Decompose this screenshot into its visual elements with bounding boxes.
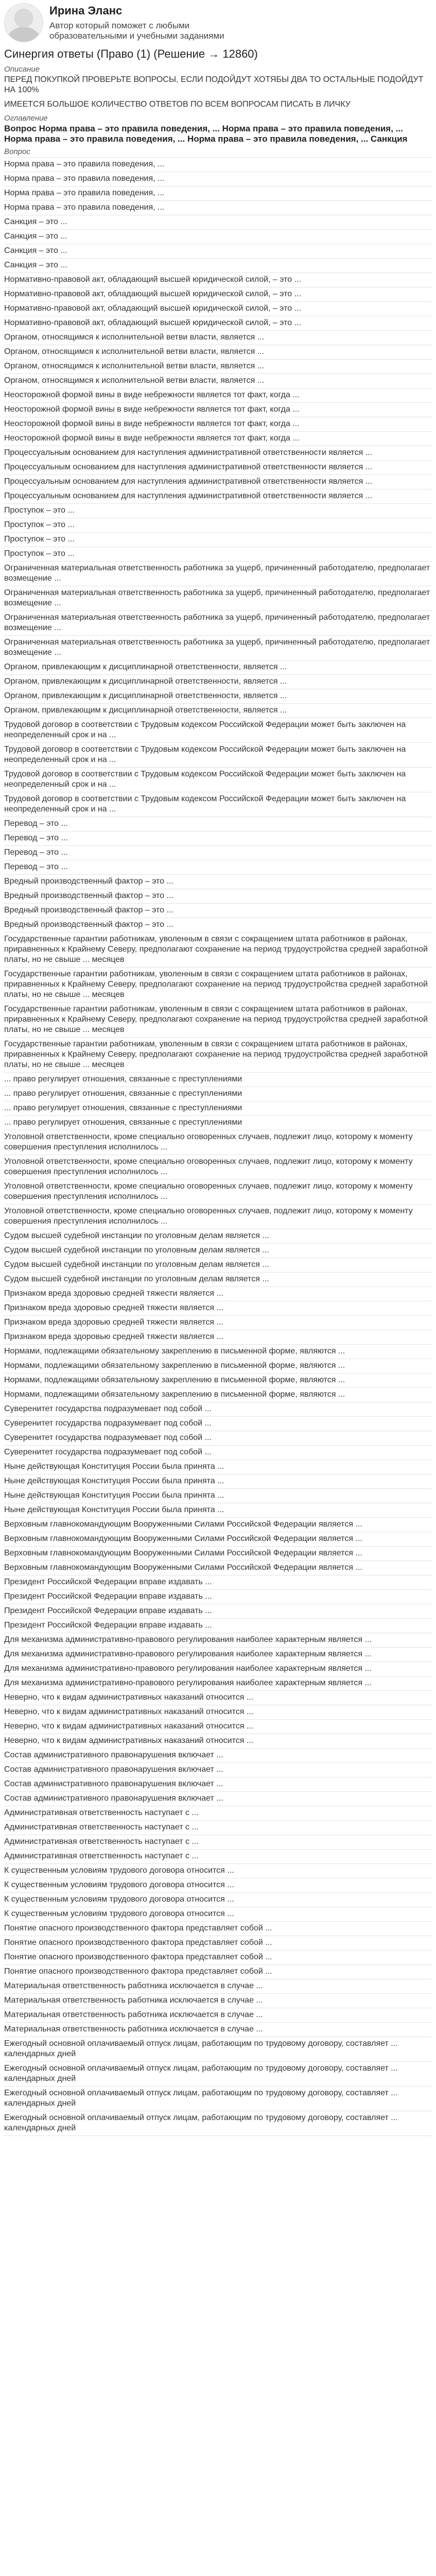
question-item: Признаком вреда здоровью средней тяжести является ... (4, 1287, 432, 1301)
question-item: Органом, привлекающим к дисциплинарной ответственности, является ... (4, 689, 432, 704)
question-item: Органом, привлекающим к дисциплинарной ответственности, является ... (4, 660, 432, 675)
page-title: Синергия ответы (Право (1) (Решение → 12860) (4, 47, 258, 60)
question-item: Государственные гарантии работникам, уволенным в связи с сокращением штата работников в районах, приравненных к Крайнему Северу, предполагают сохранение на период трудоустройства средней заработной платы, но не свыше ... месяцев (4, 968, 432, 1003)
question-item: Неверно, что к видам административных наказаний относится ... (4, 1705, 432, 1720)
question-item: Административная ответственность наступает с ... (4, 1850, 432, 1864)
question-item: Административная ответственность наступает с ... (4, 1806, 432, 1821)
question-item: Нормативно-правовой акт, обладающий высшей юридической силой, – это ... (4, 273, 432, 287)
question-item: Ограниченная материальная ответственность работника за ущерб, причиненный работодателю, предполагает возмещение ... (4, 562, 432, 586)
question-item: Материальная ответственность работника исключается в случае ... (4, 1994, 432, 2008)
question-item: ... право регулирует отношения, связанные с преступлениями (4, 1116, 432, 1130)
question-item: Процессуальным основанием для наступления административной ответственности является ... (4, 461, 432, 475)
question-item: Уголовной ответственности, кроме специально оговоренных случаев, подлежит лицо, которому к моменту совершения преступления исполнилось ... (4, 1130, 432, 1155)
question-item: К существенным условиям трудового договора относится ... (4, 1907, 432, 1922)
question-item: Трудовой договор в соответствии с Трудовым кодексом Российской Федерации может быть заключен на неопределенный срок и на ... (4, 718, 432, 743)
question-item: Судом высшей судебной инстанции по уголовным делам является ... (4, 1258, 432, 1273)
question-item: Норма права – это правила поведения, ... (4, 157, 432, 172)
question-item: К существенным условиям трудового договора относится ... (4, 1878, 432, 1893)
question-item: ... право регулирует отношения, связанные с преступлениями (4, 1087, 432, 1101)
question-item: Верховным главнокомандующим Вооруженными Силами Российской Федерации является ... (4, 1518, 432, 1532)
question-item: Состав административного правонарушения включает ... (4, 1792, 432, 1806)
question-item: Процессуальным основанием для наступления административной ответственности является ... (4, 489, 432, 504)
question-item: Трудовой договор в соответствии с Трудовым кодексом Российской Федерации может быть заключен на неопределенный срок и на ... (4, 743, 432, 768)
question-item: Понятие опасного производственного фактора представляет собой ... (4, 1965, 432, 1979)
description-line: ИМЕЕТСЯ БОЛЬШОЕ КОЛИЧЕСТВО ОТВЕТОВ ПО ВСЕМ ВОПРОСАМ ПИСАТЬ В ЛИЧКУ (4, 100, 351, 109)
question-item: Процессуальным основанием для наступления административной ответственности является ... (4, 446, 432, 461)
question-item: Вредный производственный фактор – это ... (4, 904, 432, 918)
description-label: Описание (4, 65, 40, 74)
question-item: Верховным главнокомандующим Вооруженными Силами Российской Федерации является ... (4, 1561, 432, 1575)
question-item: Нормативно-правовой акт, обладающий высшей юридической силой, – это ... (4, 287, 432, 302)
question-item: Органом, относящимся к исполнительной ветви власти, является ... (4, 360, 432, 374)
question-item: Верховным главнокомандующим Вооруженными Силами Российской Федерации является ... (4, 1547, 432, 1561)
question-item: Перевод – это ... (4, 817, 432, 832)
avatar[interactable] (4, 3, 43, 42)
question-item: Перевод – это ... (4, 846, 432, 860)
question-item: Материальная ответственность работника исключается в случае ... (4, 2008, 432, 2023)
question-item: Административная ответственность наступает с ... (4, 1835, 432, 1850)
question-item: Санкция – это ... (4, 244, 432, 259)
toc-label: Оглавление (4, 114, 48, 123)
author-description: Автор который поможет с любыми образовательными и учебными заданиями (49, 21, 224, 41)
question-item: Для механизма административно-правового регулирования наиболее характерным является ... (4, 1648, 432, 1662)
question-item: Нормами, подлежащими обязательному закреплению в письменной форме, являются ... (4, 1359, 432, 1374)
question-item: Неосторожной формой вины в виде небрежности является тот факт, когда ... (4, 403, 432, 417)
question-item: Неверно, что к видам административных наказаний относится ... (4, 1691, 432, 1705)
question-item: Уголовной ответственности, кроме специально оговоренных случаев, подлежит лицо, которому к моменту совершения преступления исполнилось ... (4, 1205, 432, 1229)
question-item: Понятие опасного производственного фактора представляет собой ... (4, 1936, 432, 1951)
question-item: Президент Российской Федерации вправе издавать ... (4, 1604, 432, 1619)
question-item: Ежегодный основной оплачиваемый отпуск лицам, работающим по трудовому договору, составляет ... календарных дней (4, 2111, 432, 2136)
question-item: Трудовой договор в соответствии с Трудовым кодексом Российской Федерации может быть заключен на неопределенный срок и на ... (4, 768, 432, 792)
question-item: Трудовой договор в соответствии с Трудовым кодексом Российской Федерации может быть заключен на неопределенный срок и на ... (4, 792, 432, 817)
question-item: Неосторожной формой вины в виде небрежности является тот факт, когда ... (4, 417, 432, 432)
author-name[interactable]: Ирина Эланс (49, 4, 123, 17)
question-item: ... право регулирует отношения, связанные с преступлениями (4, 1101, 432, 1116)
question-item: Для механизма административно-правового регулирования наиболее характерным является ... (4, 1676, 432, 1691)
question-item: Санкция – это ... (4, 259, 432, 273)
question-item: Санкция – это ... (4, 230, 432, 244)
question-item: Суверенитет государства подразумевает под собой ... (4, 1402, 432, 1417)
question-item: Органом, относящимся к исполнительной ветви власти, является ... (4, 374, 432, 388)
question-item: Ныне действующая Конституция России была принята ... (4, 1503, 432, 1518)
question-item: Ежегодный основной оплачиваемый отпуск лицам, работающим по трудовому договору, составляет ... календарных дней (4, 2087, 432, 2111)
author-info (49, 3, 245, 41)
question-item: Государственные гарантии работникам, уволенным в связи с сокращением штата работников в районах, приравненных к Крайнему Северу, предполагают сохранение на период трудоустройства средней заработной платы, но не свыше ... месяцев (4, 933, 432, 968)
questions-label: Вопрос (4, 147, 30, 156)
question-item: Санкция – это ... (4, 215, 432, 230)
question-item: ... право регулирует отношения, связанные с преступлениями (4, 1073, 432, 1087)
question-item: Нормативно-правовой акт, обладающий высшей юридической силой, – это ... (4, 316, 432, 331)
question-item: Вредный производственный фактор – это ... (4, 875, 432, 889)
question-item: Верховным главнокомандующим Вооруженными Силами Российской Федерации является ... (4, 1532, 432, 1547)
question-item: Органом, привлекающим к дисциплинарной ответственности, является ... (4, 675, 432, 689)
author-card (4, 0, 432, 46)
question-item: Материальная ответственность работника исключается в случае ... (4, 1979, 432, 1994)
question-item: Государственные гарантии работникам, уволенным в связи с сокращением штата работников в районах, приравненных к Крайнему Северу, предполагают сохранение на период трудоустройства средней заработной платы, но не свыше ... месяцев (4, 1003, 432, 1038)
question-item: Неверно, что к видам административных наказаний относится ... (4, 1720, 432, 1734)
question-item: Президент Российской Федерации вправе издавать ... (4, 1590, 432, 1604)
question-item: Состав административного правонарушения включает ... (4, 1749, 432, 1763)
question-item: Судом высшей судебной инстанции по уголовным делам является ... (4, 1273, 432, 1287)
question-item: Ныне действующая Конституция России была принята ... (4, 1489, 432, 1503)
question-item: Нормами, подлежащими обязательному закреплению в письменной форме, являются ... (4, 1345, 432, 1359)
question-item: Состав административного правонарушения включает ... (4, 1763, 432, 1777)
question-item: Уголовной ответственности, кроме специально оговоренных случаев, подлежит лицо, которому к моменту совершения преступления исполнилось ... (4, 1155, 432, 1180)
question-item: Признаком вреда здоровью средней тяжести является ... (4, 1316, 432, 1330)
question-item: Уголовной ответственности, кроме специально оговоренных случаев, подлежит лицо, которому к моменту совершения преступления исполнилось ... (4, 1180, 432, 1205)
question-item: Вредный производственный фактор – это ... (4, 889, 432, 904)
question-item: Процессуальным основанием для наступления административной ответственности является ... (4, 475, 432, 489)
question-item: Президент Российской Федерации вправе издавать ... (4, 1619, 432, 1633)
question-item: Неверно, что к видам административных наказаний относится ... (4, 1734, 432, 1749)
question-item: Административная ответственность наступает с ... (4, 1821, 432, 1835)
question-item: Норма права – это правила поведения, ... (4, 172, 432, 187)
question-item: К существенным условиям трудового договора относится ... (4, 1893, 432, 1907)
question-item: Проступок – это ... (4, 518, 432, 533)
question-item: К существенным условиям трудового договора относится ... (4, 1864, 432, 1878)
question-item: Проступок – это ... (4, 547, 432, 562)
question-item: Понятие опасного производственного фактора представляет собой ... (4, 1922, 432, 1936)
question-item: Материальная ответственность работника исключается в случае ... (4, 2023, 432, 2037)
question-item: Судом высшей судебной инстанции по уголовным делам является ... (4, 1244, 432, 1258)
question-item: Норма права – это правила поведения, ... (4, 187, 432, 201)
question-item: Суверенитет государства подразумевает под собой ... (4, 1417, 432, 1431)
question-item: Суверенитет государства подразумевает под собой ... (4, 1431, 432, 1446)
question-item: Ограниченная материальная ответственность работника за ущерб, причиненный работодателю, предполагает возмещение ... (4, 636, 432, 660)
question-item: Нормами, подлежащими обязательному закреплению в письменной форме, являются ... (4, 1374, 432, 1388)
question-item: Норма права – это правила поведения, ... (4, 201, 432, 215)
question-item: Органом, относящимся к исполнительной ветви власти, является ... (4, 345, 432, 360)
question-item: Для механизма административно-правового регулирования наиболее характерным является ... (4, 1662, 432, 1676)
question-item: Проступок – это ... (4, 504, 432, 518)
questions-list (4, 157, 432, 2136)
question-item: Судом высшей судебной инстанции по уголовным делам является ... (4, 1229, 432, 1244)
question-item: Ныне действующая Конституция России была принята ... (4, 1475, 432, 1489)
question-item: Государственные гарантии работникам, уволенным в связи с сокращением штата работников в районах, приравненных к Крайнему Северу, предполагают сохранение на период трудоустройства средней заработной платы, но не свыше ... месяцев (4, 1038, 432, 1073)
question-item: Органом, относящимся к исполнительной ветви власти, является ... (4, 331, 432, 345)
question-item: Неосторожной формой вины в виде небрежности является тот факт, когда ... (4, 432, 432, 446)
question-item: Состав административного правонарушения включает ... (4, 1777, 432, 1792)
question-item: Ограниченная материальная ответственность работника за ущерб, причиненный работодателю, предполагает возмещение ... (4, 586, 432, 611)
question-item: Президент Российской Федерации вправе издавать ... (4, 1575, 432, 1590)
question-item: Ныне действующая Конституция России была принята ... (4, 1460, 432, 1475)
toc-text: Вопрос Норма права – это правила поведения, ... Норма права – это правила поведения, ... Норма права – это правила поведения, ... Норма права – это правила поведения, ... Санкция (4, 124, 408, 144)
question-item: Неосторожной формой вины в виде небрежности является тот факт, когда ... (4, 388, 432, 403)
description-line: ПЕРЕД ПОКУПКОЙ ПРОВЕРЬТЕ ВОПРОСЫ, ЕСЛИ ПОДОЙДУТ ХОТЯБЫ ДВА ТО ОСТАЛЬНЫЕ ПОДОЙДУТ НА 100% (4, 75, 424, 94)
question-item: Нормами, подлежащими обязательному закреплению в письменной форме, являются ... (4, 1388, 432, 1402)
question-item: Перевод – это ... (4, 832, 432, 846)
question-item: Ежегодный основной оплачиваемый отпуск лицам, работающим по трудовому договору, составляет ... календарных дней (4, 2062, 432, 2087)
question-item: Перевод – это ... (4, 860, 432, 875)
question-item: Органом, привлекающим к дисциплинарной ответственности, является ... (4, 704, 432, 718)
question-item: Ежегодный основной оплачиваемый отпуск лицам, работающим по трудовому договору, составляет ... календарных дней (4, 2037, 432, 2062)
question-item: Вредный производственный фактор – это ... (4, 918, 432, 933)
description (4, 75, 432, 110)
question-item: Ограниченная материальная ответственность работника за ущерб, причиненный работодателю, предполагает возмещение ... (4, 611, 432, 636)
question-item: Для механизма административно-правового регулирования наиболее характерным является ... (4, 1633, 432, 1648)
question-item: Понятие опасного производственного фактора представляет собой ... (4, 1951, 432, 1965)
question-item: Признаком вреда здоровью средней тяжести является ... (4, 1301, 432, 1316)
question-item: Признаком вреда здоровью средней тяжести является ... (4, 1330, 432, 1345)
question-item: Проступок – это ... (4, 533, 432, 547)
question-item: Нормативно-правовой акт, обладающий высшей юридической силой, – это ... (4, 302, 432, 316)
question-item: Суверенитет государства подразумевает под собой ... (4, 1446, 432, 1460)
